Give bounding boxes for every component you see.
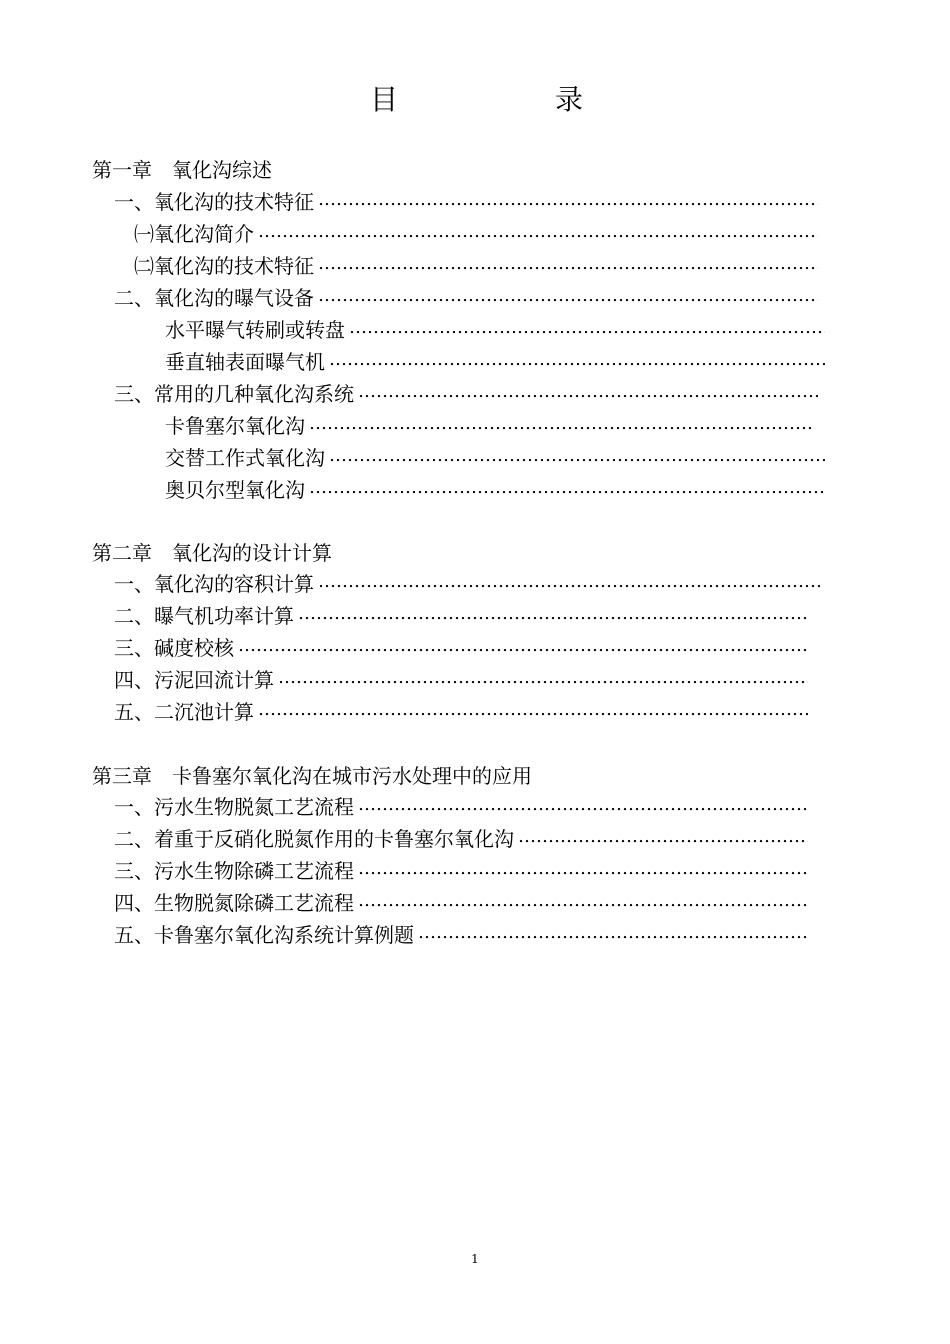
leader-dots xyxy=(325,345,825,375)
leader-dots xyxy=(514,822,808,852)
leader-dots xyxy=(314,281,818,311)
toc-entry-text: 垂直轴表面曝气机 xyxy=(165,349,325,374)
toc-entry-text: 二、氧化沟的曝气设备 xyxy=(114,285,314,310)
toc-entry[interactable] xyxy=(165,409,815,439)
toc-entry[interactable] xyxy=(165,313,825,343)
toc-entry[interactable] xyxy=(114,377,818,407)
toc-entry-text: 卡鲁塞尔氧化沟 xyxy=(165,413,305,438)
toc-entry-number: 一、 xyxy=(114,794,154,819)
toc-entry-number: 三、 xyxy=(114,635,154,660)
toc-entry-number: 四、 xyxy=(114,667,154,692)
toc-entry-text: 二沉池计算 xyxy=(154,699,254,724)
toc-entry[interactable] xyxy=(165,345,825,375)
toc-entry-number: 一、 xyxy=(114,571,154,596)
chapter-2-heading[interactable]: 第二章 氧化沟的设计计算 xyxy=(92,540,332,565)
toc-entry[interactable] xyxy=(114,790,808,820)
toc-entry-text: 奥贝尔型氧化沟 xyxy=(165,477,305,502)
leader-dots xyxy=(314,567,820,597)
toc-entry[interactable] xyxy=(114,886,808,916)
toc-entry[interactable] xyxy=(134,249,818,279)
toc-entry-number: 四、 xyxy=(114,890,154,915)
toc-entry[interactable] xyxy=(114,663,808,693)
toc-entry-number: 二、 xyxy=(114,603,154,628)
toc-entry-text: 着重于反硝化脱氮作用的卡鲁塞尔氧化沟 xyxy=(154,826,514,851)
leader-dots xyxy=(354,377,818,407)
toc-entry-text: 生物脱氮除磷工艺流程 xyxy=(154,890,354,915)
toc-entry-text: 卡鲁塞尔氧化沟系统计算例题 xyxy=(154,922,414,947)
leader-dots xyxy=(294,599,808,629)
toc-entry-text: 水平曝气转刷或转盘 xyxy=(165,317,345,342)
leader-dots xyxy=(305,473,825,503)
toc-entry-number: 三、 xyxy=(114,858,154,883)
toc-entry-text: 一、氧化沟的技术特征 xyxy=(114,189,314,214)
leader-dots xyxy=(354,886,808,916)
toc-title-char-1: 目 xyxy=(370,83,399,116)
toc-entry-text: 碱度校核 xyxy=(154,635,234,660)
toc-entry-text: ㈠氧化沟简介 xyxy=(134,221,254,246)
toc-entry[interactable] xyxy=(114,281,818,311)
leader-dots xyxy=(254,217,818,247)
toc-entry-text: 三、常用的几种氧化沟系统 xyxy=(114,381,354,406)
toc-entry[interactable] xyxy=(114,599,808,629)
toc-entry-text: 曝气机功率计算 xyxy=(154,603,294,628)
toc-entry[interactable] xyxy=(114,185,818,215)
toc-entry-number: 二、 xyxy=(114,826,154,851)
toc-entry[interactable] xyxy=(114,854,808,884)
leader-dots xyxy=(305,409,815,439)
toc-entry[interactable] xyxy=(114,631,808,661)
leader-dots xyxy=(314,249,818,279)
toc-entry[interactable] xyxy=(114,822,808,852)
leader-dots xyxy=(274,663,808,693)
toc-entry-text: 污泥回流计算 xyxy=(154,667,274,692)
toc-entry-text: 氧化沟的容积计算 xyxy=(154,571,314,596)
toc-entry[interactable] xyxy=(114,695,808,725)
leader-dots xyxy=(414,918,808,948)
leader-dots xyxy=(345,313,825,343)
page-number: 1 xyxy=(471,1252,479,1266)
toc-entry-text: 污水生物除磷工艺流程 xyxy=(154,858,354,883)
leader-dots xyxy=(234,631,808,661)
toc-entry-text: 交替工作式氧化沟 xyxy=(165,445,325,470)
toc-entry[interactable] xyxy=(165,441,825,471)
toc-entry-number: 五、 xyxy=(114,922,154,947)
toc-entry[interactable] xyxy=(114,567,820,597)
leader-dots xyxy=(354,790,808,820)
toc-entry-number: 五、 xyxy=(114,699,154,724)
leader-dots xyxy=(314,185,818,215)
toc-entry[interactable] xyxy=(134,217,818,247)
chapter-3-heading[interactable]: 第三章 卡鲁塞尔氧化沟在城市污水处理中的应用 xyxy=(92,763,532,788)
toc-entry-text: 污水生物脱氮工艺流程 xyxy=(154,794,354,819)
toc-title-char-2: 录 xyxy=(555,83,584,116)
toc-entry[interactable] xyxy=(165,473,825,503)
toc-entry-text: ㈡氧化沟的技术特征 xyxy=(134,253,314,278)
toc-entry[interactable] xyxy=(114,918,808,948)
chapter-1-heading[interactable]: 第一章 氧化沟综述 xyxy=(92,157,272,182)
toc-title xyxy=(0,78,950,118)
leader-dots xyxy=(254,695,808,725)
leader-dots xyxy=(325,441,825,471)
leader-dots xyxy=(354,854,808,884)
